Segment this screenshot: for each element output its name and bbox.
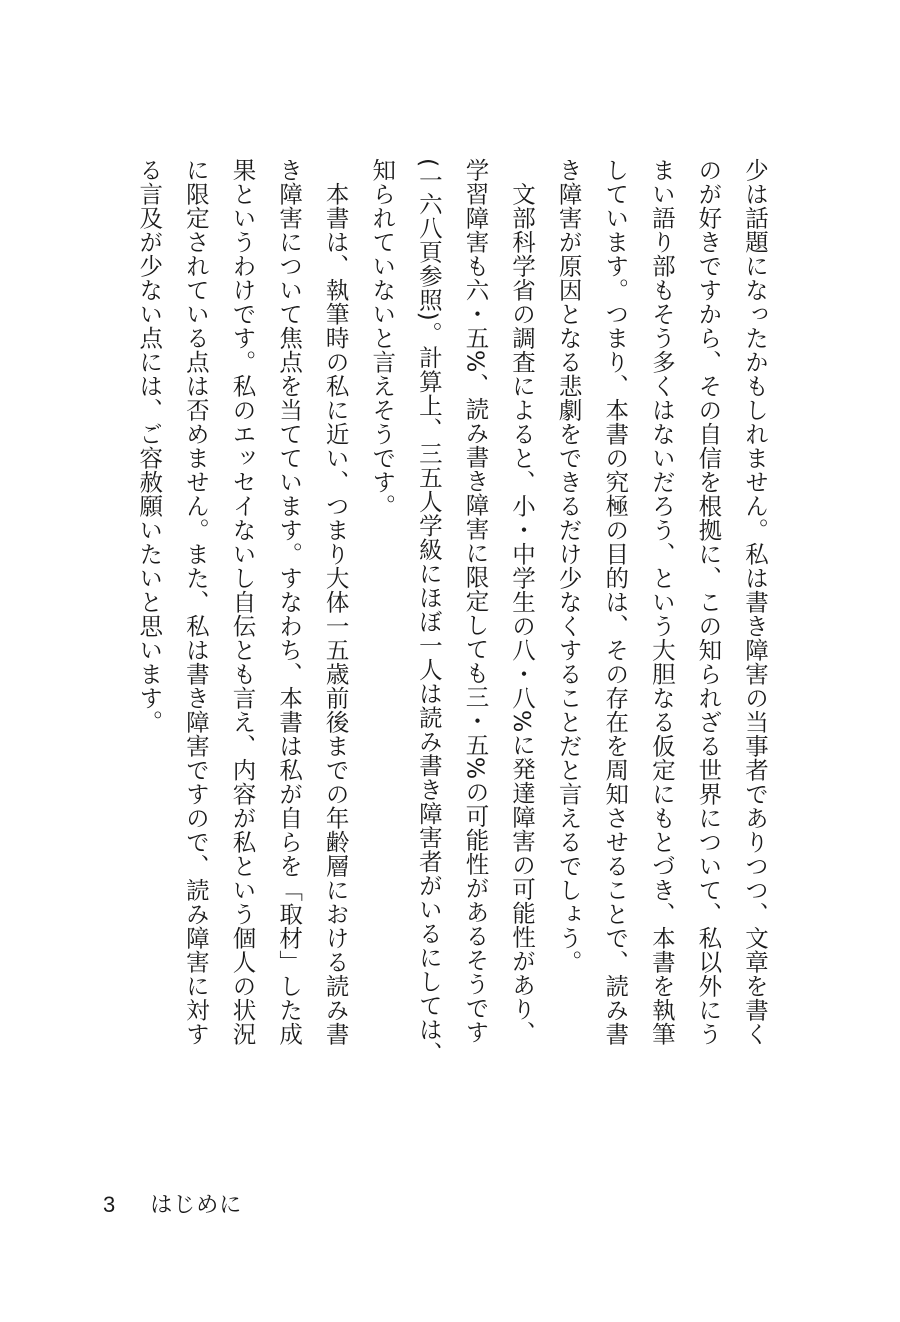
text-line: き障害について焦点を当てています。すなわち、本書は私が自らを「取材」した成 <box>275 158 304 1046</box>
text-line: 少は話題になったかもしれません。私は書き障害の当事者でありつつ、文章を書く <box>741 158 769 1046</box>
text-line: 知られていないと言えそうです。 <box>368 158 397 518</box>
text-line: き障害が原因となる悲劇をできるだけ少なくすることだと言えるでしょう。 <box>554 158 583 974</box>
text-line: 果というわけです。私のエッセイないし自伝とも言え、内容が私という個人の状況 <box>228 158 257 1046</box>
page-footer <box>103 1190 242 1221</box>
text-line: に限定されている点は否めません。また、私は書き障害ですので、読み障害に対す <box>181 158 210 1046</box>
text-line: しています。つまり、本書の究極の目的は、その存在を周知させることで、読み書 <box>601 158 630 1046</box>
running-head: はじめに <box>150 1193 243 1218</box>
text-line: る言及が少ない点には、ご容赦願いたいと思います。 <box>135 158 164 734</box>
page-number: 3 <box>103 1192 117 1217</box>
text-line: (一六八頁参照)。計算上、三五人学級にほぼ一人は読み書き障害者がいるにしては、 <box>414 158 443 1066</box>
text-line: 本書は、執筆時の私に近い、つまり大体一五歳前後までの年齢層における読み書 <box>321 158 350 1046</box>
text-line: 文部科学省の調査によると、小・中学生の八・八%に発達障害の可能性があり、 <box>508 158 537 1045</box>
body-text <box>135 158 778 1078</box>
text-line: 学習障害も六・五%、読み書き障害に限定しても三・五%の可能性があるそうです <box>461 158 490 1044</box>
text-line: のが好きですから、その自信を根拠に、この知られざる世界について、私以外にう <box>694 158 723 1046</box>
text-line: まい語り部もそう多くはないだろう、という大胆なる仮定にもとづき、本書を執筆 <box>647 158 676 1046</box>
